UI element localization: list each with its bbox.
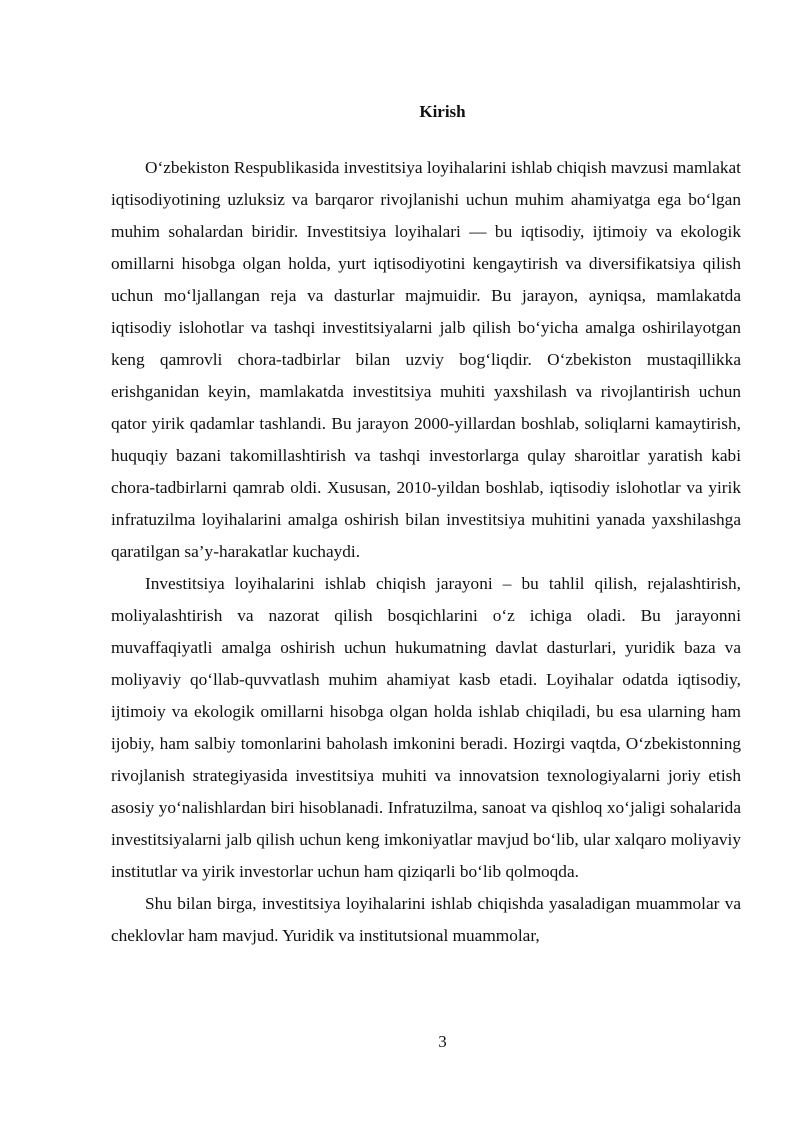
section-title: Kirish <box>419 102 466 121</box>
paragraph: Investitsiya loyihalarini ishlab chiqish jarayoni – bu tahlil qilish, rejalashtirish, moliyalashtirish va nazorat qilish bosqichlarini o‘z ichiga oladi. Bu jarayonni muvaffaqiyatli amalga oshirish uchun hukumatning davlat dasturlari, yuridik baza va moliyaviy qo‘llab-quvvatlash muhim ahamiyat kasb etadi. Loyihalar odatda iqtisodiy, ijtimoiy va ekologik omillarni hisobga olgan holda ishlab chiqiladi, bu esa ularning ham ijobiy, ham salbiy tomonlarini baholash imkonini beradi. Hozirgi vaqtda, O‘zbekistonning rivojlanish strategiyasida investitsiya muhiti va innovatsion texnologiyalarni joriy etish asosiy yo‘nalishlardan biri hisoblanadi. Infratuzilma, sanoat va qishloq xo‘jaligi sohalarida investitsiyalarni jalb qilish uchun keng imkoniyatlar mavjud bo‘lib, ular xalqaro moliyaviy institutlar va yirik investorlar uchun ham qiziqarli bo‘lib qolmoqda. <box>111 574 741 881</box>
body-text <box>111 152 741 952</box>
paragraph: O‘zbekiston Respublikasida investitsiya loyihalarini ishlab chiqish mavzusi mamlakat iqtisodiyotining uzluksiz va barqaror rivojlanishi uchun muhim ahamiyatga ega bo‘lgan muhim sohalardan biridir. Investitsiya loyihalari — bu iqtisodiy, ijtimoiy va ekologik omillarni hisobga olgan holda, yurt iqtisodiyotini kengaytirish va diversifikatsiya qilish uchun mo‘ljallangan reja va dasturlar majmuidir. Bu jarayon, ayniqsa, mamlakatda iqtisodiy islohotlar va tashqi investitsiyalarni jalb qilish bo‘yicha amalga oshirilayotgan keng qamrovli chora-tadbirlar bilan uzviy bog‘liqdir. O‘zbekiston mustaqillikka erishganidan keyin, mamlakatda investitsiya muhiti yaxshilash va rivojlantirish uchun qator yirik qadamlar tashlandi. Bu jarayon 2000-yillardan boshlab, soliqlarni kamaytirish, huquqiy bazani takomillashtirish va tashqi investorlarga qulay sharoitlar yaratish kabi chora-tadbirlarni qamrab oldi. Xususan, 2010-yildan boshlab, iqtisodiy islohotlar va yirik infratuzilma loyihalarini amalga oshirish bilan investitsiya muhitini yanada yaxshilashga qaratilgan sa’y-harakatlar kuchaydi. <box>111 158 741 561</box>
paragraph: Shu bilan birga, investitsiya loyihalarini ishlab chiqishda yasaladigan muammolar va cheklovlar ham mavjud. Yuridik va institutsional muammolar, <box>111 894 741 945</box>
page-number: 3 <box>438 1032 447 1051</box>
